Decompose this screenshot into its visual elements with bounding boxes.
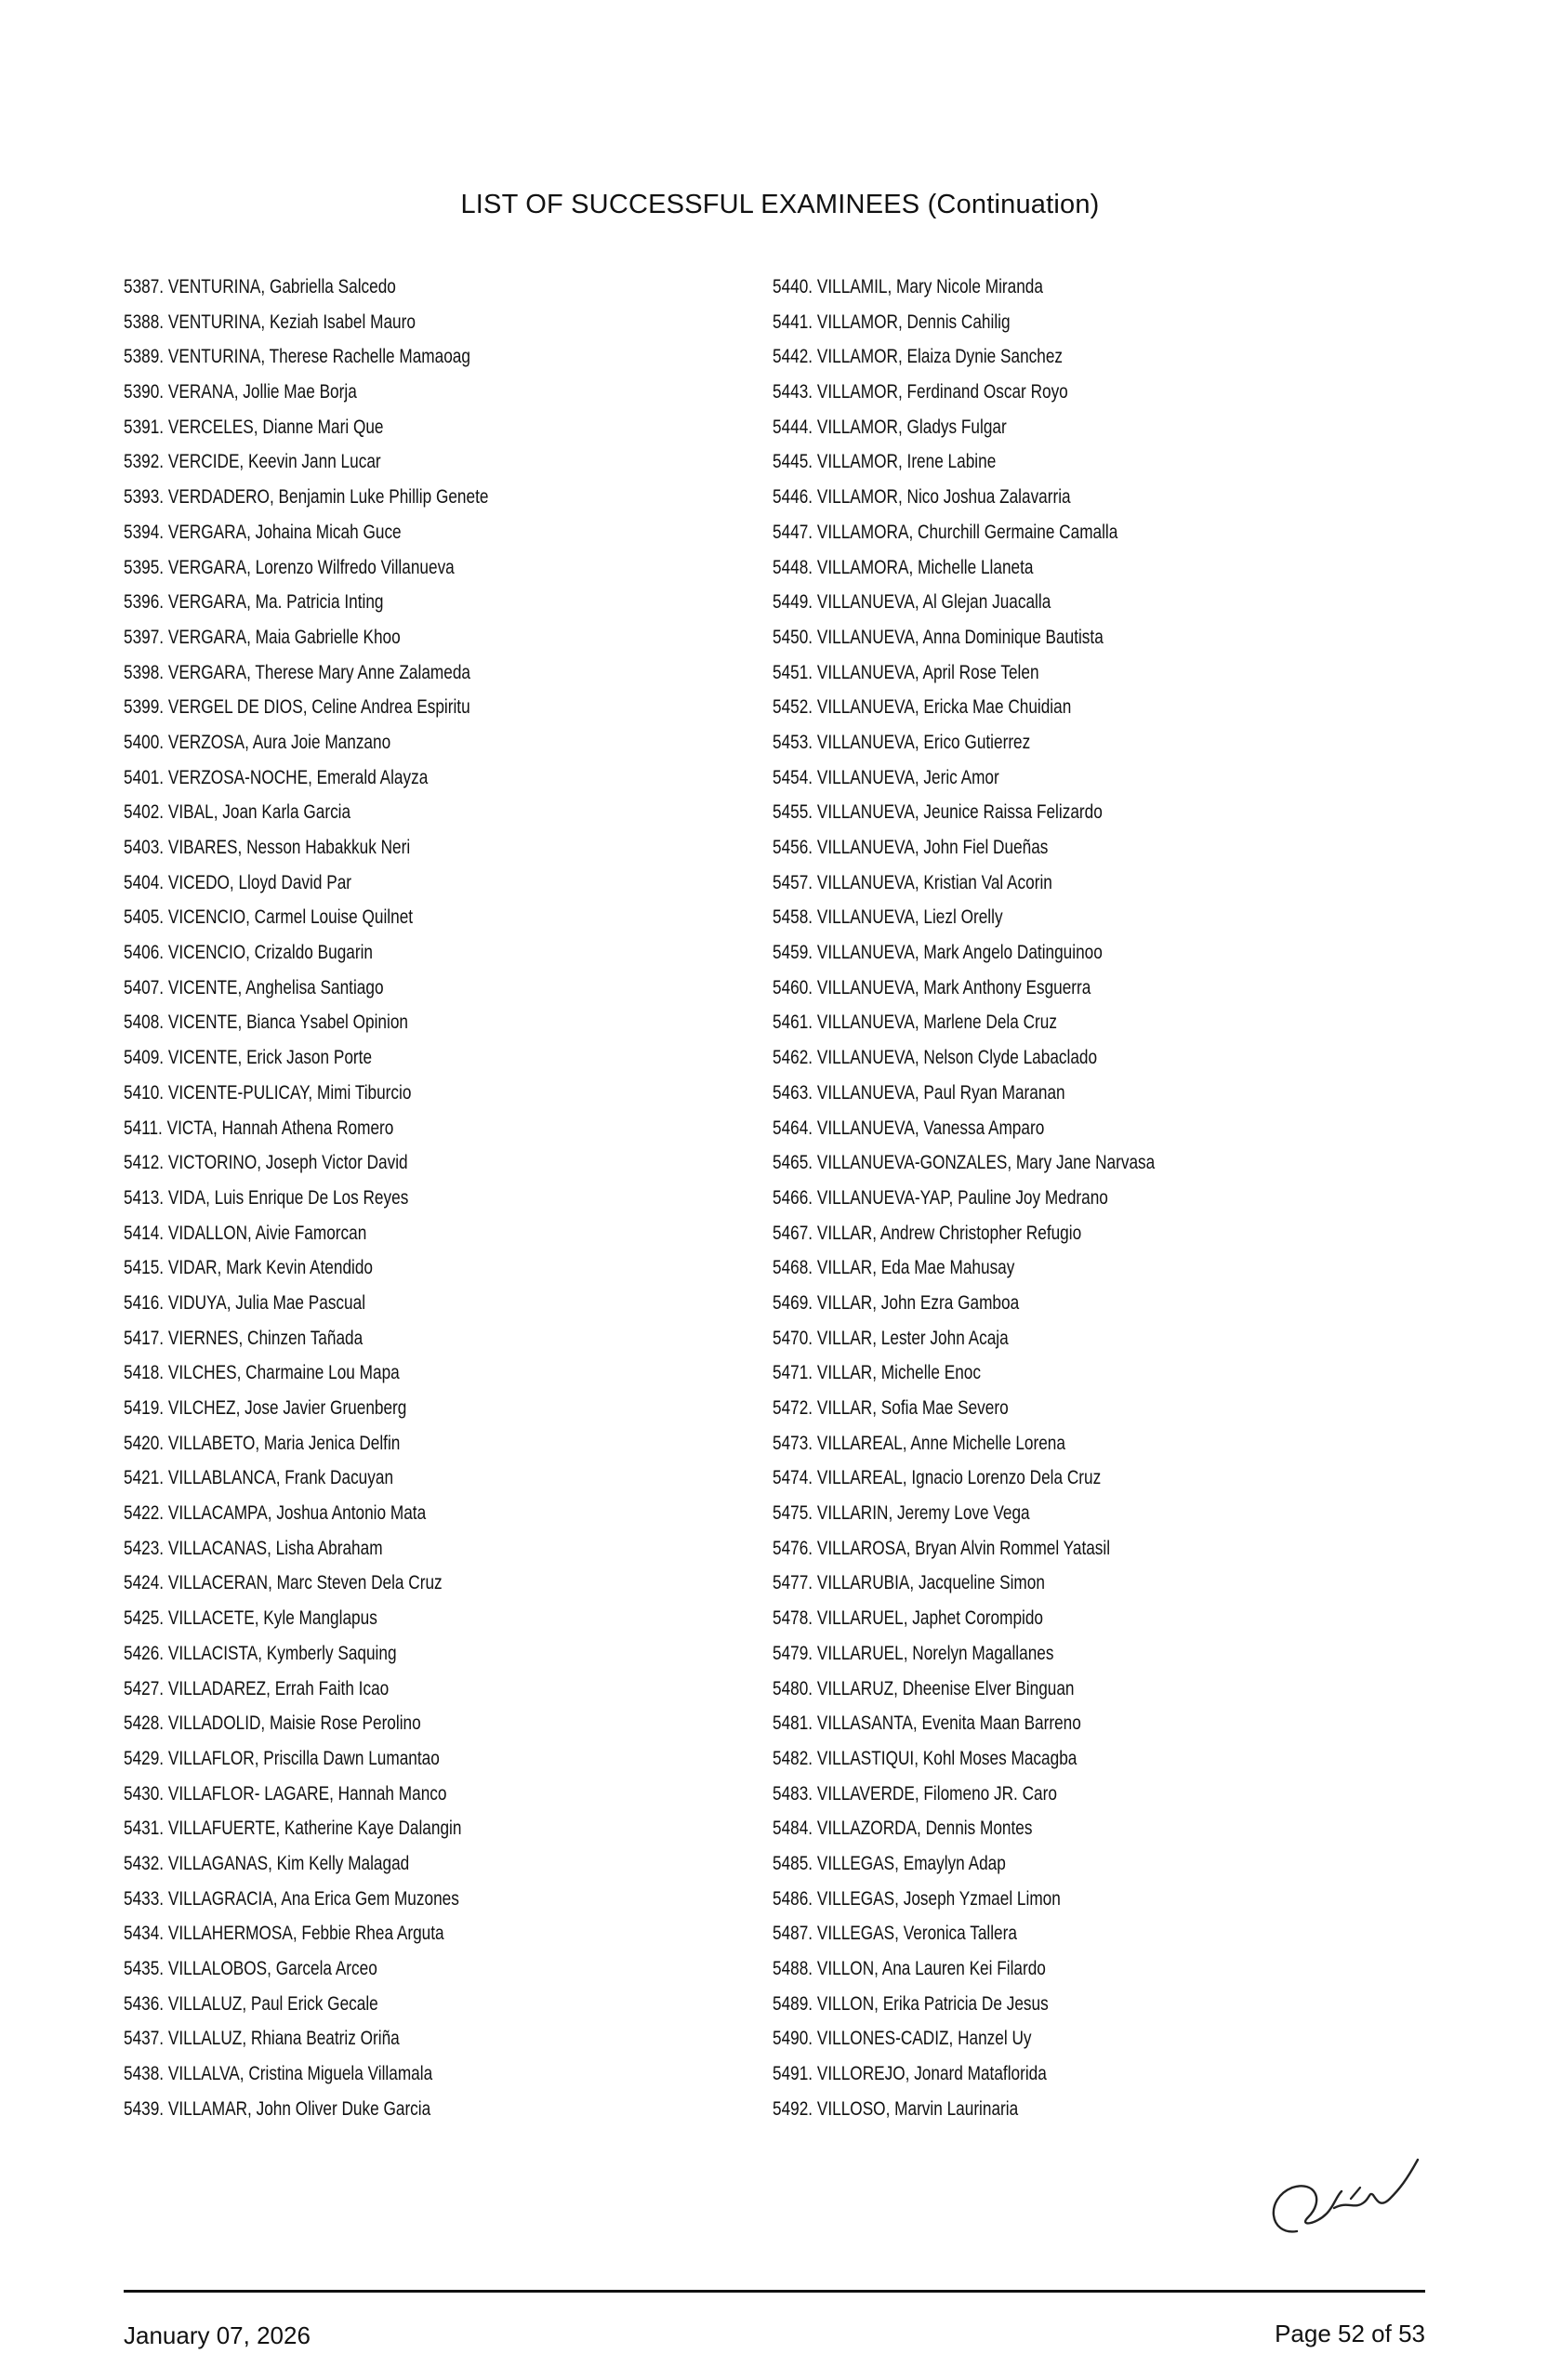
examinee-entry: 5485. VILLEGAS, Emaylyn Adap: [773, 1852, 1006, 1874]
examinee-entry: 5474. VILLAREAL, Ignacio Lorenzo Dela Cruz: [773, 1467, 1102, 1489]
examinee-entry: 5471. VILLAR, Michelle Enoc: [773, 1362, 981, 1384]
examinee-entry: 5449. VILLANUEVA, Al Glejan Juacalla: [773, 591, 1051, 614]
examinee-entry: 5454. VILLANUEVA, Jeric Amor: [773, 766, 999, 788]
examinees-list-right: [773, 270, 1238, 2126]
examinee-entry: 5391. VERCELES, Dianne Mari Que: [124, 416, 384, 438]
examinee-entry: 5444. VILLAMOR, Gladys Fulgar: [773, 416, 1007, 438]
examinee-entry: 5421. VILLABLANCA, Frank Dacuyan: [124, 1467, 394, 1489]
examinee-entry: 5403. VIBARES, Nesson Habakkuk Neri: [124, 837, 411, 858]
examinee-entry: 5398. VERGARA, Therese Mary Anne Zalameda: [124, 661, 470, 683]
examinee-entry: 5467. VILLAR, Andrew Christopher Refugio: [773, 1222, 1082, 1244]
examinee-entry: 5394. VERGARA, Johaina Micah Guce: [124, 521, 402, 543]
examinee-entry: 5419. VILCHEZ, Jose Javier Gruenberg: [124, 1397, 407, 1419]
examinee-entry: 5399. VERGEL DE DIOS, Celine Andrea Espiritu: [124, 696, 470, 719]
examinee-entry: 5458. VILLANUEVA, Liezl Orelly: [773, 906, 1003, 929]
examinee-entry: 5470. VILLAR, Lester John Acaja: [773, 1327, 1009, 1349]
footer-date: January 07, 2026: [124, 2321, 311, 2349]
examinee-entry: 5413. VIDA, Luis Enrique De Los Reyes: [124, 1186, 409, 1209]
examinee-entry: 5481. VILLASANTA, Evenita Maan Barreno: [773, 1712, 1081, 1735]
examinee-entry: 5491. VILLOREJO, Jonard Mataflorida: [773, 2063, 1047, 2085]
examinee-entry: 5437. VILLALUZ, Rhiana Beatriz Oriña: [124, 2028, 400, 2050]
examinee-entry: 5415. VIDAR, Mark Kevin Atendido: [124, 1257, 374, 1279]
footer-page-number: Page 52 of 53: [1275, 2320, 1425, 2347]
examinee-entry: 5440. VILLAMIL, Mary Nicole Miranda: [773, 276, 1043, 298]
examinee-entry: 5445. VILLAMOR, Irene Labine: [773, 451, 997, 473]
examinee-entry: 5425. VILLACETE, Kyle Manglapus: [124, 1607, 377, 1630]
examinee-entry: 5433. VILLAGRACIA, Ana Erica Gem Muzones: [124, 1887, 459, 1910]
examinee-entry: 5412. VICTORINO, Joseph Victor David: [124, 1152, 408, 1174]
examinee-entry: 5407. VICENTE, Anghelisa Santiago: [124, 976, 384, 998]
footer-rule: [124, 2290, 1425, 2293]
examinee-entry: 5387. VENTURINA, Gabriella Salcedo: [124, 276, 396, 298]
examinee-entry: 5397. VERGARA, Maia Gabrielle Khoo: [124, 626, 401, 648]
examinee-entry: 5420. VILLABETO, Maria Jenica Delfin: [124, 1432, 401, 1454]
examinee-entry: 5473. VILLAREAL, Anne Michelle Lorena: [773, 1432, 1065, 1454]
examinee-entry: 5446. VILLAMOR, Nico Joshua Zalavarria: [773, 486, 1071, 509]
signature: [1260, 2143, 1436, 2250]
examinee-entry: 5475. VILLARIN, Jeremy Love Vega: [773, 1502, 1030, 1525]
examinee-entry: 5441. VILLAMOR, Dennis Cahilig: [773, 311, 1011, 333]
examinee-entry: 5483. VILLAVERDE, Filomeno JR. Caro: [773, 1782, 1057, 1805]
examinee-entry: 5414. VIDALLON, Aivie Famorcan: [124, 1222, 367, 1244]
examinee-entry: 5466. VILLANUEVA-YAP, Pauline Joy Medrano: [773, 1186, 1108, 1209]
examinee-entry: 5393. VERDADERO, Benjamin Luke Phillip Genete: [124, 486, 489, 509]
examinee-entry: 5427. VILLADAREZ, Errah Faith Icao: [124, 1677, 390, 1699]
examinee-entry: 5459. VILLANUEVA, Mark Angelo Datinguinoo: [773, 942, 1103, 964]
examinee-entry: 5469. VILLAR, John Ezra Gamboa: [773, 1291, 1020, 1314]
examinee-entry: 5480. VILLARUZ, Dheenise Elver Binguan: [773, 1677, 1075, 1699]
examinee-entry: 5392. VERCIDE, Keevin Jann Lucar: [124, 451, 381, 473]
examinee-entry: 5455. VILLANUEVA, Jeunice Raissa Felizardo: [773, 801, 1103, 824]
examinee-entry: 5423. VILLACANAS, Lisha Abraham: [124, 1537, 383, 1559]
examinee-entry: 5418. VILCHES, Charmaine Lou Mapa: [124, 1362, 400, 1384]
examinee-entry: 5476. VILLAROSA, Bryan Alvin Rommel Yatasil: [773, 1537, 1111, 1559]
examinee-entry: 5463. VILLANUEVA, Paul Ryan Maranan: [773, 1081, 1065, 1104]
examinee-entry: 5456. VILLANUEVA, John Fiel Dueñas: [773, 837, 1049, 858]
examinee-entry: 5488. VILLON, Ana Lauren Kei Filardo: [773, 1958, 1046, 1979]
examinee-entry: 5464. VILLANUEVA, Vanessa Amparo: [773, 1117, 1045, 1139]
examinee-entry: 5442. VILLAMOR, Elaiza Dynie Sanchez: [773, 346, 1064, 368]
examinee-entry: 5487. VILLEGAS, Veronica Tallera: [773, 1923, 1017, 1945]
examinee-entry: 5452. VILLANUEVA, Ericka Mae Chuidian: [773, 696, 1072, 719]
examinee-entry: 5405. VICENCIO, Carmel Louise Quilnet: [124, 906, 414, 929]
examinee-entry: 5482. VILLASTIQUI, Kohl Moses Macagba: [773, 1747, 1077, 1769]
examinee-entry: 5429. VILLAFLOR, Priscilla Dawn Lumantao: [124, 1747, 440, 1769]
examinee-entry: 5404. VICEDO, Lloyd David Par: [124, 871, 352, 893]
examinee-entry: 5388. VENTURINA, Keziah Isabel Mauro: [124, 311, 416, 333]
examinee-entry: 5460. VILLANUEVA, Mark Anthony Esguerra: [773, 976, 1091, 998]
examinee-entry: 5416. VIDUYA, Julia Mae Pascual: [124, 1291, 366, 1314]
examinee-entry: 5477. VILLARUBIA, Jacqueline Simon: [773, 1572, 1045, 1594]
examinee-entry: 5468. VILLAR, Eda Mae Mahusay: [773, 1257, 1015, 1279]
examinee-entry: 5402. VIBAL, Joan Karla Garcia: [124, 801, 351, 824]
examinee-entry: 5401. VERZOSA-NOCHE, Emerald Alayza: [124, 766, 429, 788]
examinee-entry: 5490. VILLONES-CADIZ, Hanzel Uy: [773, 2028, 1032, 2050]
examinee-entry: 5411. VICTA, Hannah Athena Romero: [124, 1117, 394, 1139]
examinee-entry: 5428. VILLADOLID, Maisie Rose Perolino: [124, 1712, 421, 1735]
examinee-entry: 5438. VILLALVA, Cristina Miguela Villamala: [124, 2063, 433, 2085]
examinee-entry: 5478. VILLARUEL, Japhet Corompido: [773, 1607, 1044, 1630]
examinee-entry: 5435. VILLALOBOS, Garcela Arceo: [124, 1958, 377, 1979]
examinee-entry: 5410. VICENTE-PULICAY, Mimi Tiburcio: [124, 1081, 412, 1104]
examinee-entry: 5472. VILLAR, Sofia Mae Severo: [773, 1397, 1009, 1419]
examinee-entry: 5457. VILLANUEVA, Kristian Val Acorin: [773, 871, 1052, 893]
examinee-entry: 5443. VILLAMOR, Ferdinand Oscar Royo: [773, 381, 1068, 403]
examinee-entry: 5439. VILLAMAR, John Oliver Duke Garcia: [124, 2097, 431, 2120]
examinee-entry: 5432. VILLAGANAS, Kim Kelly Malagad: [124, 1852, 410, 1874]
examinee-entry: 5430. VILLAFLOR- LAGARE, Hannah Manco: [124, 1782, 447, 1805]
examinee-entry: 5447. VILLAMORA, Churchill Germaine Camalla: [773, 521, 1118, 543]
examinee-entry: 5484. VILLAZORDA, Dennis Montes: [773, 1818, 1033, 1840]
examinee-entry: 5448. VILLAMORA, Michelle Llaneta: [773, 556, 1034, 578]
examinee-entry: 5436. VILLALUZ, Paul Erick Gecale: [124, 1992, 378, 2015]
examinee-entry: 5395. VERGARA, Lorenzo Wilfredo Villanueva: [124, 556, 455, 578]
examinee-entry: 5479. VILLARUEL, Norelyn Magallanes: [773, 1642, 1054, 1664]
examinee-entry: 5462. VILLANUEVA, Nelson Clyde Labaclado: [773, 1047, 1098, 1069]
examinee-entry: 5389. VENTURINA, Therese Rachelle Mamaoag: [124, 346, 470, 368]
examinee-entry: 5408. VICENTE, Bianca Ysabel Opinion: [124, 1012, 409, 1034]
examinee-entry: 5431. VILLAFUERTE, Katherine Kaye Dalangin: [124, 1818, 462, 1840]
examinee-entry: 5450. VILLANUEVA, Anna Dominique Bautista: [773, 626, 1104, 648]
examinee-entry: 5417. VIERNES, Chinzen Tañada: [124, 1327, 364, 1349]
examinee-entry: 5426. VILLACISTA, Kymberly Saquing: [124, 1642, 397, 1664]
examinee-entry: 5453. VILLANUEVA, Erico Gutierrez: [773, 731, 1031, 753]
examinee-entry: 5492. VILLOSO, Marvin Laurinaria: [773, 2097, 1019, 2120]
examinee-entry: 5486. VILLEGAS, Joseph Yzmael Limon: [773, 1887, 1061, 1910]
examinee-entry: 5424. VILLACERAN, Marc Steven Dela Cruz: [124, 1572, 443, 1594]
examinee-entry: 5461. VILLANUEVA, Marlene Dela Cruz: [773, 1012, 1057, 1034]
examinee-entry: 5451. VILLANUEVA, April Rose Telen: [773, 661, 1039, 683]
examinee-entry: 5390. VERANA, Jollie Mae Borja: [124, 381, 357, 403]
examinee-entry: 5434. VILLAHERMOSA, Febbie Rhea Arguta: [124, 1923, 444, 1945]
examinee-entry: 5409. VICENTE, Erick Jason Porte: [124, 1047, 373, 1069]
examinee-entry: 5465. VILLANUEVA-GONZALES, Mary Jane Narvasa: [773, 1152, 1156, 1174]
examinees-list-left: [124, 270, 569, 2126]
examinee-entry: 5406. VICENCIO, Crizaldo Bugarin: [124, 942, 373, 964]
examinee-entry: 5422. VILLACAMPA, Joshua Antonio Mata: [124, 1502, 427, 1525]
examinee-entry: 5396. VERGARA, Ma. Patricia Inting: [124, 591, 384, 614]
examinee-entry: 5489. VILLON, Erika Patricia De Jesus: [773, 1992, 1049, 2015]
examinee-entry: 5400. VERZOSA, Aura Joie Manzano: [124, 731, 391, 753]
page-title: LIST OF SUCCESSFUL EXAMINEES (Continuation): [460, 190, 1100, 219]
